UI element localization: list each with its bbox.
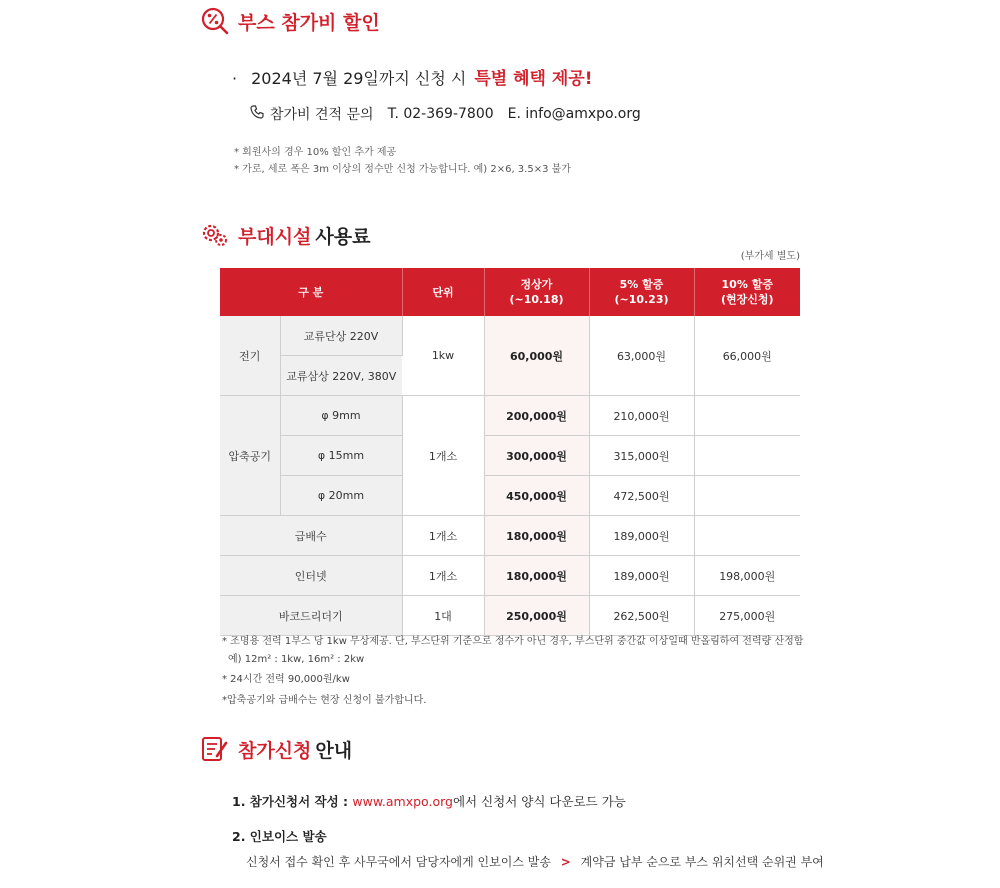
discount-note-2: * 가로, 세로 폭은 3m 이상의 정수만 신청 가능합니다. 예) 2×6, 3.5×3 불가: [234, 164, 571, 175]
application-title-red: 참가신청: [238, 739, 312, 762]
air-15mm-5pct: 315,000원: [589, 436, 694, 476]
internet-10pct: 198,000원: [694, 556, 800, 596]
water-10pct: [694, 516, 800, 556]
internet-unit: 1개소: [402, 556, 484, 596]
water-category: 급배수: [220, 516, 402, 556]
table-row: [220, 316, 800, 356]
discount-note-1: * 회원사의 경우 10% 할인 추가 제공: [234, 147, 397, 158]
footnote-onsite: *압축공기와 급배수는 현장 신청이 불가합니다.: [222, 695, 427, 706]
facilities-section-title: [200, 220, 370, 250]
gear-cog-icon: [200, 220, 230, 250]
elec-three-phase: 교류삼상 220V, 380V: [280, 356, 402, 396]
air-20mm-5pct: 472,500원: [589, 476, 694, 516]
header-regular: [484, 268, 589, 316]
air-9mm-5pct: 210,000원: [589, 396, 694, 436]
footnote-lighting: * 조명용 전력 1부스 당 1kw 무상제공. 단, 부스단위 기준으로 정수가 아닌 경우, 부스단위 중간값 이상일때 반올림하여 전력량 산정함: [222, 636, 804, 647]
table-row: [220, 596, 800, 636]
air-15mm: φ 15mm: [280, 436, 402, 476]
phone-icon: [250, 105, 264, 123]
header-5pct-date: (~10.23): [614, 293, 669, 306]
vat-note: (부가세 별도): [740, 251, 800, 262]
header-10pct-label: 10% 할증: [721, 278, 773, 291]
contact-email[interactable]: E. info@amxpo.org: [507, 106, 641, 122]
contact-phone: T. 02-369-7800: [387, 106, 494, 122]
table-header-row: [220, 268, 800, 316]
header-10pct-date: (현장신청): [720, 293, 774, 306]
table-row: [220, 516, 800, 556]
bullet-dot: ·: [232, 69, 238, 88]
water-5pct: 189,000원: [589, 516, 694, 556]
contact-label: 참가비 견적 문의: [270, 107, 374, 123]
air-category: 압축공기: [220, 396, 280, 516]
air-9mm-regular: 200,000원: [484, 396, 589, 436]
elec-single-phase: 교류단상 220V: [280, 316, 402, 356]
header-category: 구 분: [220, 268, 402, 316]
benefit-text: 특별 혜택 제공!: [474, 69, 593, 89]
step-2-part-a: 신청서 접수 확인 후 사무국에서 담당자에게 인보이스 발송: [246, 855, 551, 869]
table-row: [220, 436, 800, 476]
header-10pct: [694, 268, 800, 316]
barcode-unit: 1대: [402, 596, 484, 636]
header-regular-label: 정상가: [520, 278, 553, 291]
internet-regular: 180,000원: [484, 556, 589, 596]
barcode-10pct: 275,000원: [694, 596, 800, 636]
step-2-part-b: 계약금 납부 순으로 부스 위치선택 순위권 부여: [580, 855, 824, 869]
header-5pct-label: 5% 할증: [619, 278, 664, 291]
elec-price-5pct: 63,000원: [589, 316, 694, 396]
application-title-rest: 안내: [315, 739, 353, 762]
air-9mm-10pct: [694, 396, 800, 436]
step-2-label: 2. 인보이스 발송: [232, 829, 327, 844]
contact-line: [250, 104, 649, 124]
air-15mm-regular: 300,000원: [484, 436, 589, 476]
deadline-line: [232, 64, 592, 89]
step-1-rest: 에서 신청서 양식 다운로드 가능: [452, 794, 626, 809]
form-pen-icon: [200, 734, 230, 764]
air-20mm: φ 20mm: [280, 476, 402, 516]
facilities-title-red: 부대시설: [238, 225, 312, 248]
elec-price-10pct: 66,000원: [694, 316, 800, 396]
table-row: [220, 556, 800, 596]
header-unit: 단위: [402, 268, 484, 316]
table-row: [220, 476, 800, 516]
air-9mm: φ 9mm: [280, 396, 402, 436]
arrow-right-icon: >: [560, 855, 571, 869]
table-row: [220, 396, 800, 436]
website-link[interactable]: www.amxpo.org: [352, 794, 453, 809]
header-regular-date: (~10.18): [509, 293, 564, 306]
percent-magnifier-icon: [200, 6, 230, 36]
air-20mm-regular: 450,000원: [484, 476, 589, 516]
step-1-label: 1. 참가신청서 작성 :: [232, 794, 349, 809]
internet-5pct: 189,000원: [589, 556, 694, 596]
barcode-category: 바코드리더기: [220, 596, 402, 636]
step-2-desc: [246, 853, 824, 870]
elec-price-regular: 60,000원: [484, 316, 589, 396]
elec-category: 전기: [220, 316, 280, 396]
discount-title: 부스 참가비 할인: [238, 11, 380, 34]
air-15mm-10pct: [694, 436, 800, 476]
application-section-title: [200, 734, 352, 764]
header-5pct: [589, 268, 694, 316]
footnote-24h: * 24시간 전력 90,000원/kw: [222, 674, 350, 685]
facilities-title-rest: 사용료: [315, 225, 371, 248]
water-regular: 180,000원: [484, 516, 589, 556]
air-unit: 1개소: [402, 396, 484, 516]
facility-fee-table: [220, 268, 800, 636]
air-20mm-10pct: [694, 476, 800, 516]
footnote-example: 예) 12m² : 1kw, 16m² : 2kw: [228, 654, 365, 665]
water-unit: 1개소: [402, 516, 484, 556]
deadline-text: 2024년 7월 29일까지 신청 시: [251, 69, 467, 88]
discount-section-title: [200, 6, 380, 36]
internet-category: 인터넷: [220, 556, 402, 596]
barcode-5pct: 262,500원: [589, 596, 694, 636]
step-1: [232, 792, 626, 810]
elec-unit: 1kw: [402, 316, 484, 396]
barcode-regular: 250,000원: [484, 596, 589, 636]
